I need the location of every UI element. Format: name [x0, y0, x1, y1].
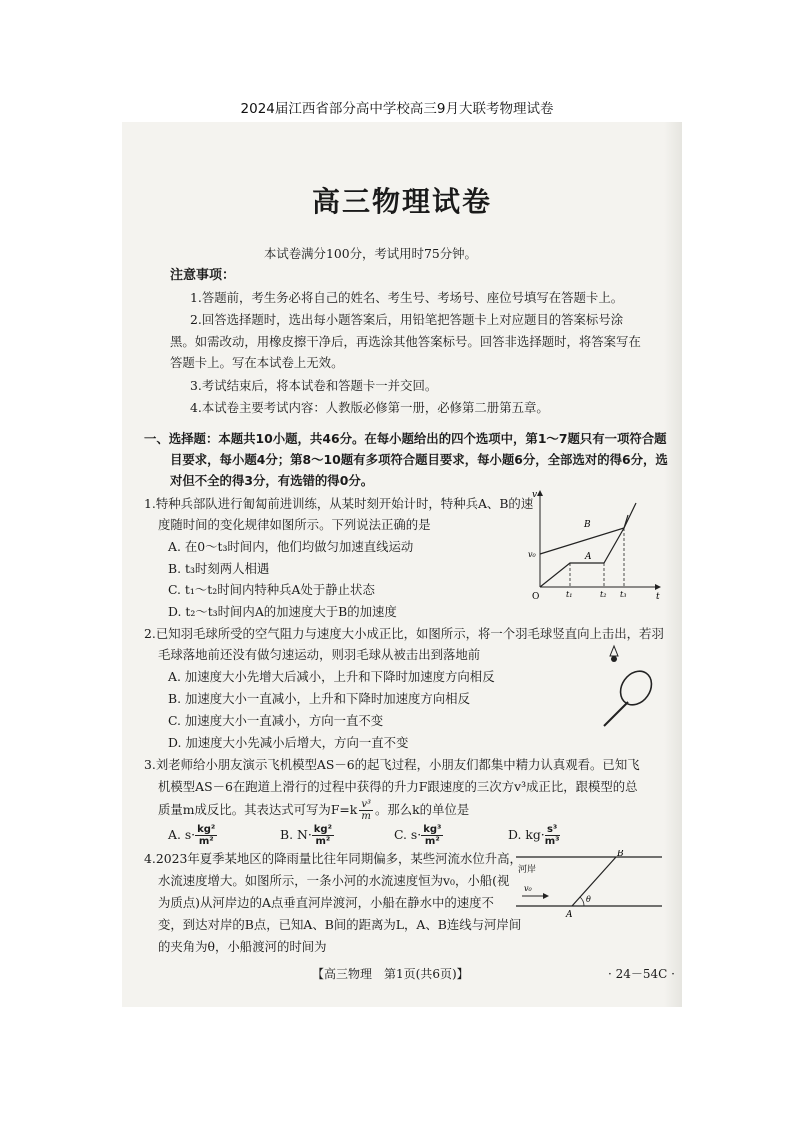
q3-option-d-fraction	[545, 824, 560, 847]
q3-option-d-prefix: D. kg·	[508, 827, 545, 842]
exam-title: 高三物理试卷	[311, 185, 492, 218]
page-header: 2024届江西省部分高中学校高三9月大联考物理试卷	[240, 101, 554, 117]
q3-option-b	[280, 824, 334, 847]
q1-vt-graph	[528, 487, 668, 602]
q3-option-a-den: m²	[198, 836, 214, 847]
q2-option-b: B. 加速度大小一直减小，上升和下降时加速度方向相反	[168, 691, 470, 706]
q1-stem: 度随时间的变化规律如图所示。下列说法正确的是	[158, 517, 431, 532]
t2-label: t₂	[600, 590, 607, 599]
notice-heading: 注意事项：	[170, 268, 236, 283]
line-a	[540, 528, 624, 587]
q4-stem: 为质点)从河岸边的A点垂直河岸渡河，小船在静水中的速度不	[158, 895, 494, 910]
q3-option-c-prefix: C. s·	[394, 827, 422, 842]
t3-label: t₃	[620, 590, 627, 599]
badminton-figure	[590, 642, 670, 732]
shuttlecock-icon	[610, 646, 618, 662]
q4-stem: 的夹角为θ，小船渡河的时间为	[158, 939, 327, 954]
q4-stem: 4.2023年夏季某地区的降雨量比往年同期偏多，某些河流水位升高，	[144, 851, 522, 866]
q1-option-c: C. t₁～t₂时间内特种兵A处于静止状态	[168, 582, 375, 597]
point-b-label: B	[617, 850, 624, 859]
angle-arc	[580, 897, 584, 906]
q1-stem: 1.特种兵部队进行匍匐前进训练，从某时刻开始计时，特种兵A、B的速	[144, 496, 534, 511]
section-instructions: 对但不全的得3分，有选错的得0分。	[170, 473, 374, 488]
v0-label: v₀	[528, 550, 536, 559]
q2-option-d: D. 加速度大小先减小后增大，方向一直不变	[168, 735, 409, 750]
q3-option-c	[394, 824, 443, 847]
page-code: · 24－54C ·	[608, 967, 675, 981]
racket-icon	[604, 665, 658, 726]
q2-stem: 2.已知羽毛球所受的空气阻力与速度大小成正比，如图所示，将一个羽毛球竖直向上击出，若羽	[144, 626, 664, 641]
notice-item: 黑。如需改动，用橡皮擦干净后，再选涂其他答案标号。回答非选择题时，将答案写在	[170, 334, 641, 349]
notice-item: 答题卡上。写在本试卷上无效。	[170, 355, 344, 370]
section-instructions: 目要求，每小题4分；第8～10题有多项符合题目要求，每小题6分，全部选对的得6分，选	[170, 452, 668, 467]
q3-option-a-prefix: A. s·	[168, 827, 196, 842]
q2-stem: 毛球落地前还没有做匀速运动，则羽毛球从被击出到落地前	[158, 647, 481, 662]
q4-river-figure	[514, 850, 664, 920]
q3-option-b-den: m²	[315, 836, 331, 847]
q3-option-c-den: m²	[424, 836, 440, 847]
page-footer: 【高三物理 第1页(共6页)】	[312, 967, 469, 981]
path-ab	[572, 857, 616, 906]
q3-stem	[158, 799, 469, 822]
q3-option-d	[508, 824, 560, 847]
theta-label: θ	[586, 895, 591, 904]
notice-item: 4.本试卷主要考试内容：人教版必修第一册，必修第二册第五章。	[190, 400, 549, 415]
q3-option-a	[168, 824, 217, 847]
q3-option-b-num: kg²	[313, 824, 332, 835]
q3-formula-fraction	[359, 799, 373, 822]
t1-label: t₁	[566, 590, 573, 599]
notice-item: 3.考试结束后，将本试卷和答题卡一并交回。	[190, 378, 438, 393]
notice-item: 1.答题前，考生务必将自己的姓名、考生号、考场号、座位号填写在答题卡上。	[190, 290, 624, 305]
q3-stem-end: 。那么k的单位是	[375, 802, 470, 817]
q4-stem: 变，到达对岸的B点，已知A、B间的距离为L，A、B连线与河岸间	[158, 917, 522, 932]
v-axis-label: v	[532, 490, 538, 500]
q1-option-d: D. t₂～t₃时间内A的加速度大于B的加速度	[168, 604, 397, 619]
q3-option-d-num: s³	[545, 824, 560, 836]
q2-option-c: C. 加速度大小一直减小，方向一直不变	[168, 713, 384, 728]
q3-option-c-num: kg³	[423, 824, 442, 835]
q3-option-a-num: kg²	[197, 824, 216, 835]
section-heading: 一、选择题：本题共10小题，共46分。在每小题给出的四个选项中，第1～7题只有一项符合题	[144, 431, 667, 446]
q3-stem: 3.刘老师给小朋友演示飞机模型AS－6的起飞过程，小朋友们都集中精力认真观看。已知飞	[144, 757, 640, 772]
q3-formula-numerator: v³	[361, 799, 371, 810]
q1-option-a: A. 在0～t₃时间内，他们均做匀加速直线运动	[168, 539, 414, 554]
label-b: B	[584, 520, 591, 530]
q4-stem: 水流速度增大。如图所示，一条小河的水流速度恒为v₀，小船(视	[158, 873, 510, 888]
origin-label: O	[532, 592, 540, 602]
q3-stem-start: 质量m成反比。其表达式可写为F=k	[158, 802, 358, 817]
point-a-label: A	[566, 910, 573, 920]
q3-formula-denominator: m	[361, 811, 371, 822]
notice-item: 2.回答选择题时，选出每小题答案后，用铅笔把答题卡上对应题目的答案标号涂	[190, 312, 624, 327]
q1-option-b: B. t₃时刻两人相遇	[168, 561, 270, 576]
exam-subtitle: 本试卷满分100分，考试用时75分钟。	[264, 246, 477, 261]
v0-label: v₀	[524, 884, 532, 893]
exam-page-scan	[122, 122, 682, 1007]
q3-option-b-prefix: B. N·	[280, 827, 312, 842]
q3-option-c-fraction	[421, 824, 443, 847]
q3-option-b-fraction	[312, 824, 334, 847]
q2-option-a: A. 加速度大小先增大后减小，上升和下降时加速度方向相反	[168, 669, 495, 684]
q3-stem: 机模型AS－6在跑道上滑行的过程中获得的升力F跟速度的三次方v³成正比，跟模型的总	[158, 779, 638, 794]
label-a: A	[585, 552, 592, 562]
q3-option-d-den: m³	[544, 836, 560, 847]
q3-option-a-fraction	[195, 824, 217, 847]
t-axis-label: t	[656, 592, 660, 602]
bank-label: 河岸	[518, 865, 537, 875]
